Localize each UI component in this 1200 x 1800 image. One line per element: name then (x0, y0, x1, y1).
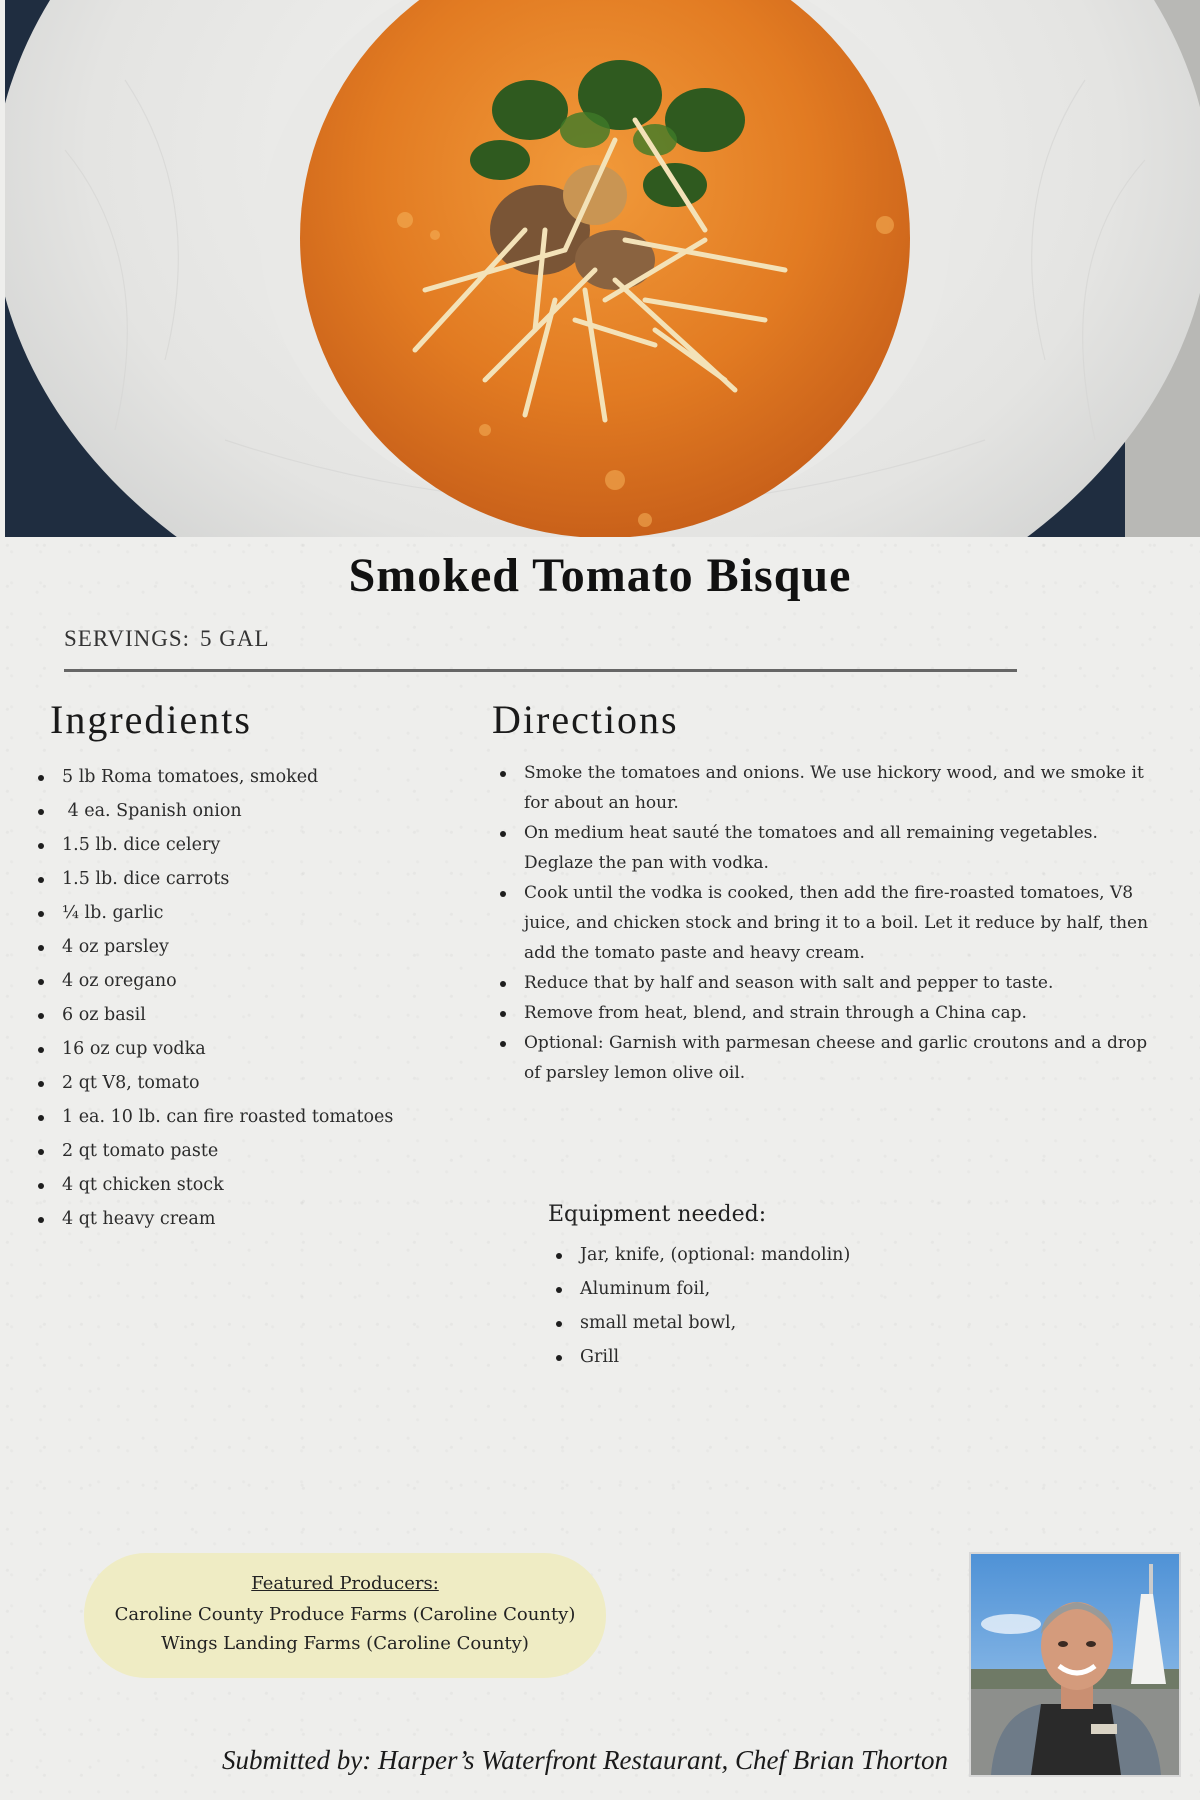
equipment-item: Aluminum foil, (556, 1272, 1056, 1306)
ingredient-item: ¼ lb. garlic (38, 896, 458, 930)
ingredient-item: 1.5 lb. dice carrots (38, 862, 458, 896)
ingredient-item: 16 oz cup vodka (38, 1032, 458, 1066)
ingredient-item: 4 qt heavy cream (38, 1202, 458, 1236)
direction-step: Reduce that by half and season with salt and pepper to taste. (500, 968, 1165, 998)
direction-step: On medium heat sauté the tomatoes and all remaining vegetables. Deglaze the pan with vodka. (500, 818, 1165, 878)
ingredient-item: 1.5 lb. dice celery (38, 828, 458, 862)
ingredient-item: 4 ea. Spanish onion (38, 794, 458, 828)
chef-portrait-illustration (971, 1554, 1179, 1775)
equipment-item: Jar, knife, (optional: mandolin) (556, 1238, 1056, 1272)
ingredient-item: 4 qt chicken stock (38, 1168, 458, 1202)
ingredient-item: 4 oz parsley (38, 930, 458, 964)
producer-item: Wings Landing Farms (Caroline County) (161, 1633, 529, 1654)
ingredient-item: 2 qt V8, tomato (38, 1066, 458, 1100)
ingredient-item: 6 oz basil (38, 998, 458, 1032)
servings (64, 626, 270, 652)
ingredient-item: 4 oz oregano (38, 964, 458, 998)
ingredients-list (38, 760, 458, 1236)
featured-producers-box (84, 1553, 606, 1678)
ingredients-heading: Ingredients (50, 697, 252, 742)
direction-step: Remove from heat, blend, and strain through a China cap. (500, 998, 1165, 1028)
soup-bowl-illustration (5, 0, 1200, 537)
direction-step: Optional: Garnish with parmesan cheese and garlic croutons and a drop of parsley lemon olive oil. (500, 1028, 1165, 1088)
servings-label: SERVINGS: (64, 626, 191, 651)
producers-heading: Featured Producers: (251, 1573, 439, 1594)
producer-item: Caroline County Produce Farms (Caroline County) (114, 1604, 576, 1625)
equipment-list (556, 1238, 1056, 1374)
equipment-item: small metal bowl, (556, 1306, 1056, 1340)
submitted-by: Submitted by: Harper’s Waterfront Restaurant, Chef Brian Thorton (222, 1745, 949, 1775)
servings-value: 5 GAL (200, 626, 270, 651)
chef-photo (969, 1552, 1181, 1777)
recipe-title: Smoked Tomato Bisque (348, 549, 852, 602)
direction-step: Cook until the vodka is cooked, then add the fire-roasted tomatoes, V8 juice, and chicken stock and bring it to a boil. Let it reduce by half, then add the tomato paste and heavy cream. (500, 878, 1165, 968)
ingredient-item: 1 ea. 10 lb. can fire roasted tomatoes (38, 1100, 458, 1134)
divider (64, 669, 1017, 672)
directions-list (500, 758, 1165, 1088)
ingredient-item: 2 qt tomato paste (38, 1134, 458, 1168)
direction-step: Smoke the tomatoes and onions. We use hickory wood, and we smoke it for about an hour. (500, 758, 1165, 818)
equipment-item: Grill (556, 1340, 1056, 1374)
directions-heading: Directions (492, 697, 679, 742)
equipment-heading: Equipment needed: (548, 1202, 767, 1227)
ingredient-item: 5 lb Roma tomatoes, smoked (38, 760, 458, 794)
soup-photo (5, 0, 1200, 537)
